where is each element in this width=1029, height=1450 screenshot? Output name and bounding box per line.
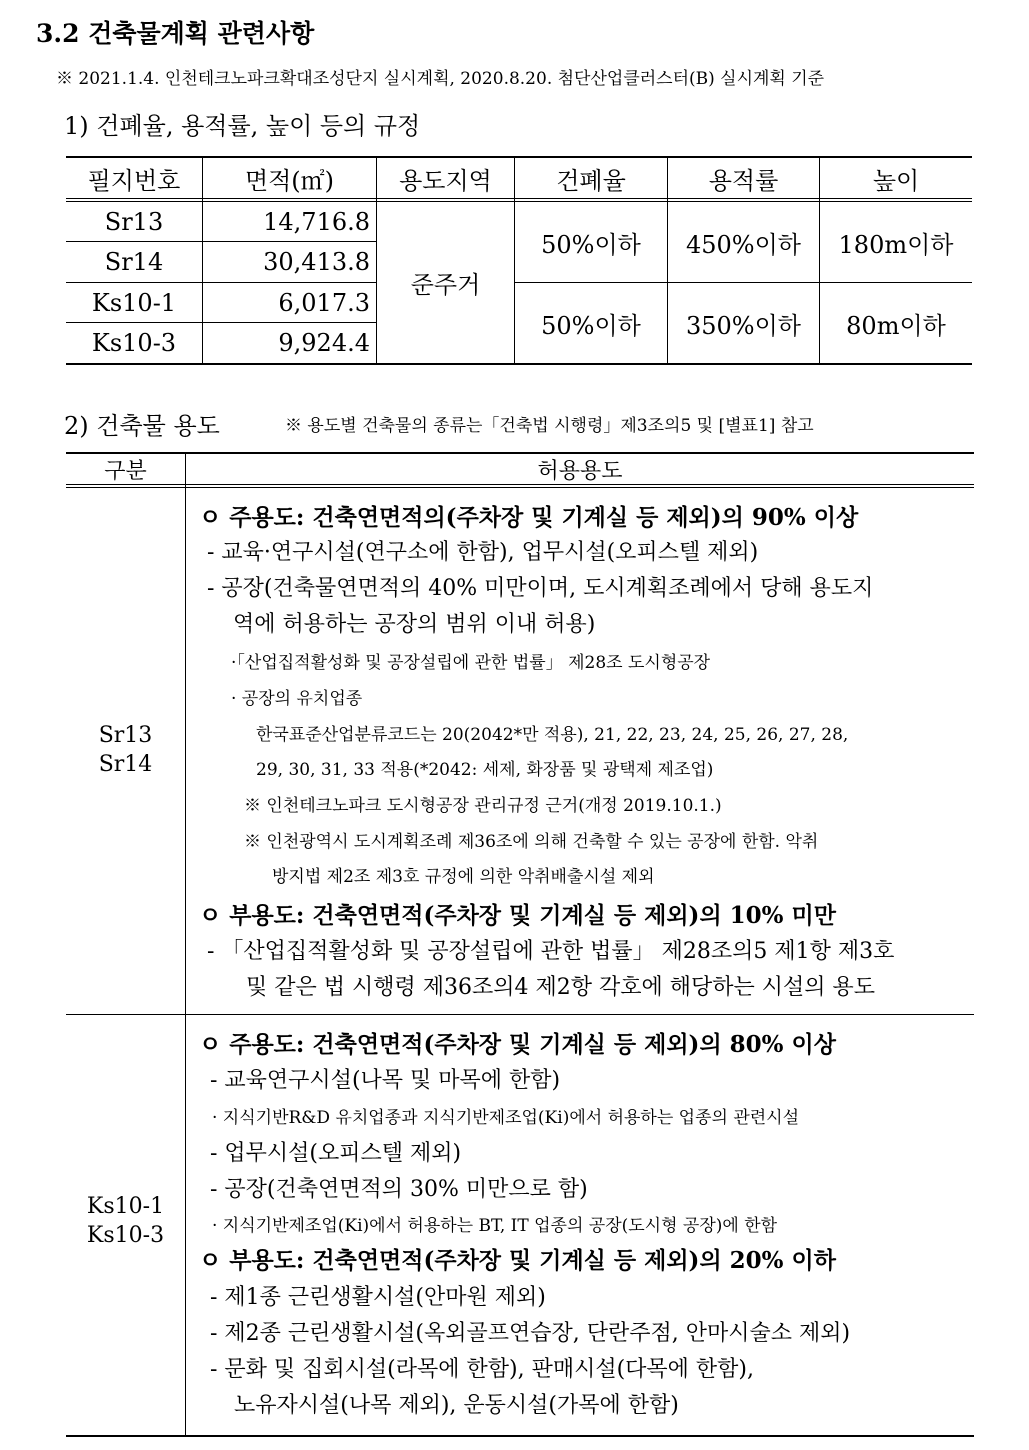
zone-cell: 준주거 [410, 271, 481, 299]
use-subitem: · 공장의 유치업종 [231, 689, 363, 709]
lot-cell: Sr14 [104, 248, 164, 276]
building-use-table [66, 452, 974, 1437]
header-height: 높이 [872, 166, 920, 195]
use-item: - 문화 및 집회시설(라목에 한함), 판매시설(다목에 한함), [210, 1357, 755, 1382]
use-subitem: · 지식기반R&D 유치업종과 지식기반제조업(Ki)에서 허용하는 업종의 관련시설 [212, 1108, 800, 1128]
category-label-ks [66, 1192, 185, 1250]
header-category: 구분 [104, 458, 147, 484]
use-subitem: ·「산업집적활성화 및 공장설립에 관한 법률」 제28조 도시형공장 [231, 653, 711, 673]
subsection-title-2: 2) 건축물 용도 [64, 412, 220, 440]
use-item: - 교육·연구시설(연구소에 한함), 업무시설(오피스텔 제외) [207, 540, 759, 565]
use-item-cont: 역에 허용하는 공장의 범위 이내 허용) [233, 612, 596, 637]
far-cell: 450%이하 [686, 230, 801, 259]
header-area: 면적(㎡) [244, 166, 335, 195]
use-item: - 공장(건축물연면적의 40% 미만이며, 도시계획조례에서 당해 용도지 [207, 576, 874, 601]
header-zone: 용도지역 [399, 166, 492, 195]
use-item-cont: 및 같은 법 시행령 제36조의4 제2항 각호에 해당하는 시설의 용도 [246, 975, 875, 1000]
use-item: - 제1종 근린생활시설(안마원 제외) [210, 1285, 546, 1310]
area-cell: 14,716.8 [263, 207, 370, 236]
sub-use-heading: ㅇ 부용도: 건축연면적(주차장 및 기계실 등 제외)의 20% 이하 [199, 1247, 836, 1274]
height-cell: 80m이하 [846, 311, 946, 340]
label-line: Ks10-1 [86, 1194, 165, 1219]
category-label-sr [66, 721, 185, 779]
use-reference-note: ※ 용도별 건축물의 종류는「건축법 시행령」제3조의5 및 [별표1] 참고 [285, 416, 814, 436]
use-item: - 공장(건축연면적의 30% 미만으로 함) [210, 1177, 588, 1202]
area-cell: 6,017.3 [278, 288, 370, 317]
header-far: 용적률 [708, 166, 779, 195]
height-cell: 180m이하 [838, 230, 954, 259]
section-title: 3.2 건축물계획 관련사항 [36, 19, 315, 48]
header-coverage: 건폐율 [556, 166, 626, 195]
far-cell: 350%이하 [686, 311, 801, 340]
use-item: - 업무시설(오피스텔 제외) [210, 1141, 462, 1166]
lot-cell: Sr13 [104, 207, 164, 236]
coverage-cell: 50%이하 [541, 311, 641, 340]
main-use-heading: ㅇ 주용도: 건축연면적(주차장 및 기계실 등 제외)의 80% 이상 [199, 1031, 836, 1058]
use-item-cont: 노유자시설(나목 제외), 운동시설(가목에 한함) [234, 1393, 679, 1418]
regulation-table [66, 156, 972, 364]
header-lot: 필지번호 [87, 166, 181, 195]
use-note: ※ 인천광역시 도시계획조례 제36조에 의해 건축할 수 있는 공장에 한함. 악취 [244, 832, 819, 852]
sub-use-heading: ㅇ 부용도: 건축연면적(주차장 및 기계실 등 제외)의 10% 미만 [199, 902, 836, 929]
use-detail: 29, 30, 31, 33 적용(*2042: 세제, 화장품 및 광택제 제조업) [256, 760, 714, 780]
use-item: - 교육연구시설(나목 및 마목에 한함) [210, 1068, 561, 1093]
area-cell: 9,924.4 [278, 329, 370, 357]
use-subitem: · 지식기반제조업(Ki)에서 허용하는 BT, IT 업종의 공장(도시형 공장)에 한함 [212, 1216, 778, 1236]
subsection-title-1: 1) 건폐율, 용적률, 높이 등의 규정 [64, 112, 421, 140]
use-detail: 한국표준산업분류코드는 20(2042*만 적용), 21, 22, 23, 24, 25, 26, 27, 28, [256, 725, 849, 745]
lot-cell: Ks10-1 [91, 288, 177, 317]
lot-cell: Ks10-3 [91, 329, 177, 357]
use-item: - 「산업집적활성화 및 공장설립에 관한 법률」 제28조의5 제1항 제3호 [207, 939, 895, 964]
label-line: Sr14 [98, 752, 153, 777]
basis-note: ※ 2021.1.4. 인천테크노파크확대조성단지 실시계획, 2020.8.20. 첨단산업클러스터(B) 실시계획 기준 [56, 69, 825, 89]
main-use-heading: ㅇ 주용도: 건축연면적의(주차장 및 기계실 등 제외)의 90% 이상 [199, 504, 859, 531]
use-item: - 제2종 근린생활시설(옥외골프연습장, 단란주점, 안마시술소 제외) [210, 1321, 851, 1346]
area-cell: 30,413.8 [263, 248, 370, 276]
use-note: ※ 인천테크노파크 도시형공장 관리규정 근거(개정 2019.10.1.) [244, 796, 722, 816]
label-line: Ks10-3 [86, 1223, 165, 1248]
label-line: Sr13 [98, 723, 153, 748]
coverage-cell: 50%이하 [541, 230, 641, 259]
use-note-cont: 방지법 제2조 제3호 규정에 의한 악취배출시설 제외 [272, 867, 655, 887]
header-permitted-use: 허용용도 [537, 458, 623, 484]
